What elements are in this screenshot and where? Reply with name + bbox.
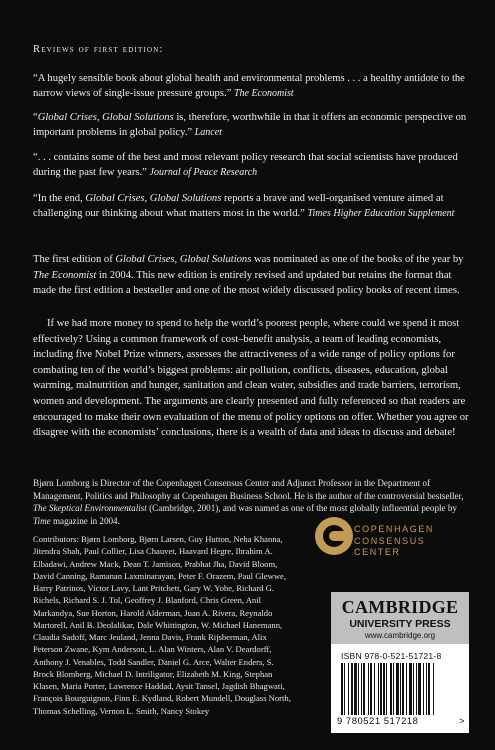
barcode-bar bbox=[423, 663, 424, 715]
barcode-bar bbox=[396, 663, 399, 715]
review-source: Journal of Peace Research bbox=[149, 167, 258, 179]
review-times-higher: “In the end, Global Crises, Global Solutions reports a brave and well-organised venture aimed at challenging our thinking about what matters most in the world.” Times Higher Education Supplement bbox=[33, 193, 455, 220]
barcode-end-mark: > bbox=[459, 716, 465, 727]
barcode-bar bbox=[358, 663, 359, 715]
review-source: Times Higher Education Supplement bbox=[307, 208, 455, 220]
description-paragraph-2: If we had more money to spend to help the world’s poorest people, where could we spend it most effectively? Using a common framework of cost–benefit analysis, a team of leading economists, including five Nobel Prize winners, assesses the attractiveness of a wide range of policy options for combating ten of the world’s biggest problems: air pollution, conflicts, diseases, education, global warming, malnutrition and hunger, sanitation and clean water, subsidies and trade barriers, terrorism, women and development. The arguments are clearly presented and fully referenced so that readers are encouraged to make their own evaluation of the menu of policy options on offer. Whether you agree or disagree with the economists’ conclusions, there is a wealth of data and ideas to discuss and debate! bbox=[33, 318, 469, 439]
barcode-bar bbox=[344, 663, 345, 715]
contributors-list: Contributors: Bjørn Lomborg, Bjørn Larsen, Guy Hutton, Neha Khanna, Jitendra Shah, Paul Collier, Lisa Chauvet, Haavard Hegre, Ibrahim A. Elbadawi, Andrew Mack, Dean T. Jamison, Prabhat Jha, David Bloom, David Canning, Ramanan Laxminarayan, Peter F. Orazem, Paul Glewwe, Harry Patrinos, Victor Lavy, Lant Pritchett, Gary W. Yohe, Richard G. Richels, Richard S. J. Tol, Geoffrey J. Blanford, Chris Green, Anil Markandya, Sue Horton, Harold Alderman, Juan A. Rivera, Reynaldo Martorell, Anil B. Deolalikar, Dale Whittington, W. Michael Hanemann, Claudia Sadoff, Marc Jeuland, Jenna Davis, Frank Rijsberman, Alix Peterson Zwane, Kym Anderson, L. Alan Winters, Alan V. Deardorff, Anthony J. Venables, Todd Sandler, Daniel G. Arce, Walter Enders, S. Brock Blomberg, Michael D. Intriligator, Elizabeth M. King, Stephan Klasen, Maria Porter, Lawrence Haddad, Aysit Tansel, Jagdish Bhagwati, François Bourguignon, Finn E. Kydland, Robert Mundell, Douglass North, Thomas Schelling, Vernon L. Smith, Nancy Stokey bbox=[33, 534, 291, 716]
barcode-digits: 9 780521 517218 bbox=[337, 716, 419, 727]
barcode-bar bbox=[402, 663, 404, 715]
barcode-bar bbox=[400, 663, 401, 715]
publisher-url: www.cambridge.org bbox=[364, 631, 436, 640]
barcode-bar bbox=[363, 663, 365, 715]
barcode-bar bbox=[426, 663, 427, 715]
barcode-bar bbox=[433, 663, 434, 715]
barcode-icon bbox=[339, 663, 461, 715]
barcode-bar bbox=[393, 663, 394, 715]
review-journal-peace: “. . . contains some of the best and most relevant policy research that social scientists have produced during the past few years.” Journal of Peace Research bbox=[33, 152, 458, 179]
isbn-label: ISBN 978-0-521-51721-8 bbox=[341, 651, 442, 661]
barcode-bar bbox=[428, 663, 430, 715]
barcode-bar bbox=[406, 663, 407, 715]
barcode-bar bbox=[416, 663, 417, 715]
review-economist: “A hugely sensible book about global health and environmental problems . . . a healthy antidote to the narrow views of single-issue pressure groups.” The Economist bbox=[33, 73, 465, 100]
review-source: Lancet bbox=[194, 127, 222, 139]
barcode-bar bbox=[413, 663, 414, 715]
barcode-bar bbox=[361, 663, 362, 715]
barcode-bar bbox=[409, 663, 412, 715]
publisher-press: UNIVERSITY PRESS bbox=[349, 618, 451, 630]
barcode-bar bbox=[354, 663, 357, 715]
reviews-heading: Reviews of first edition: bbox=[33, 44, 164, 55]
barcode-bar bbox=[370, 663, 372, 715]
barcode-bar bbox=[386, 663, 387, 715]
barcode-bar bbox=[368, 663, 369, 715]
barcode-bar bbox=[390, 663, 392, 715]
review-source: The Economist bbox=[233, 88, 294, 100]
barcode-bar bbox=[341, 663, 343, 715]
barcode-bar bbox=[380, 663, 382, 715]
publisher-name: CAMBRIDGE bbox=[341, 597, 459, 617]
contributors-label: Contributors: bbox=[33, 534, 79, 544]
barcode-bar bbox=[348, 663, 349, 715]
author-name: Bjørn Lomborg bbox=[33, 478, 90, 488]
barcode-bar bbox=[383, 663, 385, 715]
barcode-bar bbox=[418, 663, 421, 715]
barcode-bar bbox=[378, 663, 379, 715]
publisher-barcode-box bbox=[331, 592, 469, 733]
author-bio: Bjørn Lomborg is Director of the Copenhagen Consensus Center and Adjunct Professor in the Department of Management, Politics and Philosophy at Copenhagen Business School. He is the author of the controversial bestseller, The Skeptical Environmentalist (Cambridge, 2001), and was named as one of the most globally influential people by Time magazine in 2004. bbox=[33, 478, 464, 526]
description-paragraph-1: The first edition of Global Crises, Global Solutions was nominated as one of the books of the year by The Economist in 2004. This new edition is entirely revised and updated but retains the format that made the first edition a bestseller and one of the most widely discussed policy books of recent times. bbox=[33, 254, 464, 297]
barcode-bar bbox=[351, 663, 353, 715]
review-lancet: “Global Crises, Global Solutions is, therefore, worthwhile in that it offers an economic perspective on important problems in global policy.” Lancet bbox=[33, 112, 467, 139]
copenhagen-consensus-text: COPENHAGEN CONSENSUS CENTER bbox=[354, 524, 435, 557]
barcode-bar bbox=[374, 663, 375, 715]
